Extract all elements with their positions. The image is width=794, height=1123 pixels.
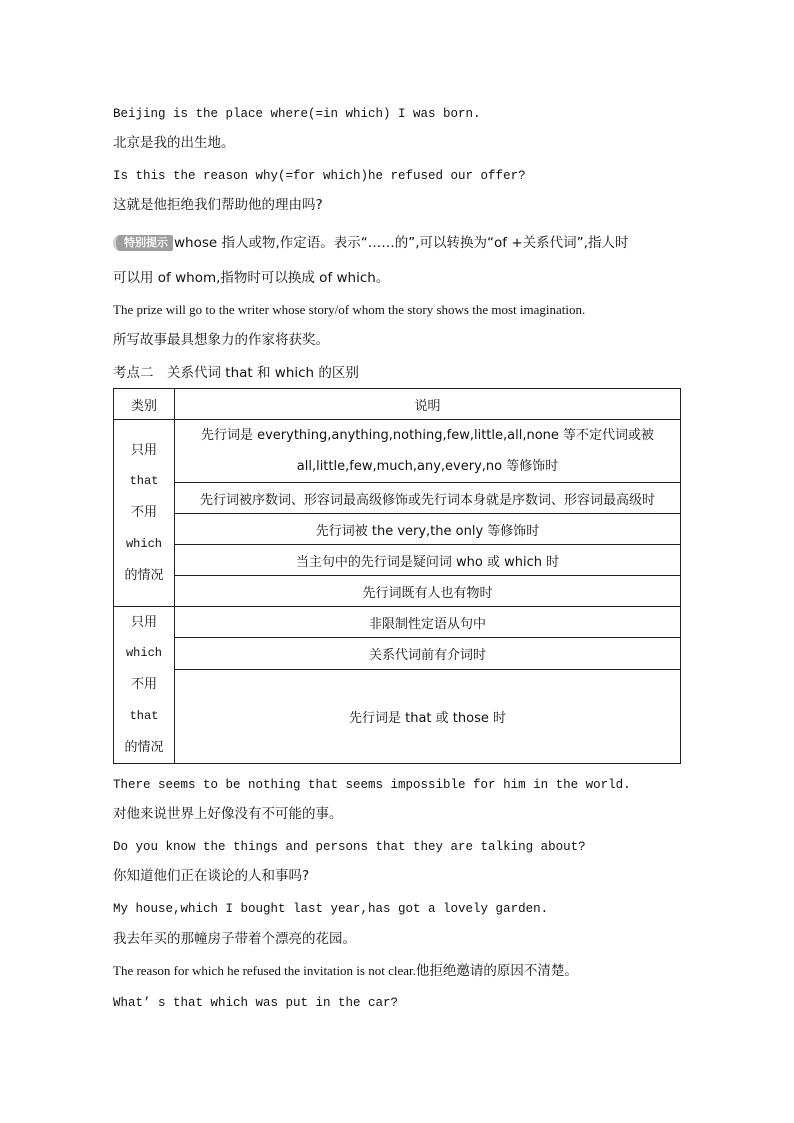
example-sentence-en: Beijing is the place where(=in which) I was born. <box>113 107 481 121</box>
example-sentence-zh: 对他来说世界上好像没有不可能的事。 <box>113 806 343 822</box>
section-title: 考点二 关系代词 that 和 which 的区别 <box>113 365 359 381</box>
category-label-line: which <box>125 646 162 661</box>
example-sentence-zh: 所写故事最具想象力的作家将获奖。 <box>113 332 329 348</box>
table-cell-description: 当主句中的先行词是疑问词 who 或 which 时 <box>175 545 681 576</box>
example-sentence-en: Do you know the things and persons that they are talking about? <box>113 840 586 854</box>
special-tip-badge: 特别提示 <box>113 235 173 251</box>
example-sentence-en: My house,which I bought last year,has got a lovely garden. <box>113 902 549 916</box>
example-sentence-en: The reason for which he refused the invitation is not clear. <box>113 963 416 978</box>
category-label-line: 不用 <box>130 677 157 693</box>
category-label-line: 只用 <box>130 615 157 630</box>
table-cell-description: 先行词既有人也有物时 <box>175 576 681 607</box>
table-row <box>114 483 681 514</box>
category-label-line: which <box>125 536 162 551</box>
special-tip <box>113 234 628 252</box>
example-sentence-mixed <box>113 962 578 980</box>
category-only-that <box>114 420 175 607</box>
table-cell-description: 先行词被序数词、形容词最高级修饰或先行词本身就是序数词、形容词最高级时 <box>175 483 681 514</box>
table-row <box>114 638 681 669</box>
table-cell-description: 先行词被 the very,the only 等修饰时 <box>175 514 681 545</box>
example-sentence-en: There seems to be nothing that seems impossible for him in the world. <box>113 778 631 792</box>
table-header-row <box>114 389 681 420</box>
description-line: all,little,few,much,any,every,no 等修饰时 <box>296 459 559 474</box>
that-which-comparison-table <box>113 388 681 764</box>
table-cell-description <box>175 420 681 483</box>
table-row <box>114 420 681 483</box>
category-label-line: 的情况 <box>124 567 164 583</box>
special-tip-text: whose 指人或物,作定语。表示“……的”,可以转换为“of +关系代词”,指人时 <box>174 235 629 251</box>
table-cell-description: 关系代词前有介词时 <box>175 638 681 669</box>
table-row <box>114 576 681 607</box>
example-sentence-zh: 这就是他拒绝我们帮助他的理由吗? <box>113 197 323 213</box>
table-row <box>114 545 681 576</box>
table-cell-description: 非限制性定语从句中 <box>175 607 681 638</box>
table-row <box>114 514 681 545</box>
table-row <box>114 669 681 763</box>
example-sentence-zh: 我去年买的那幢房子带着个漂亮的花园。 <box>113 931 356 947</box>
category-label-line: that <box>129 474 159 489</box>
table-header-category: 类别 <box>114 389 175 420</box>
table-header-description: 说明 <box>175 389 681 420</box>
example-sentence-zh: 北京是我的出生地。 <box>113 135 235 151</box>
example-sentence-zh: 他拒绝邀请的原因不清楚。 <box>415 963 578 979</box>
category-label-line: 只用 <box>130 442 157 458</box>
example-sentence-en: The prize will go to the writer whose story/of whom the story shows the most imagination. <box>113 302 586 317</box>
description-line: 先行词是 everything,anything,nothing,few,little,all,none 等不定代词或被 <box>200 428 655 443</box>
example-sentence-en: What’ s that which was put in the car? <box>113 996 399 1010</box>
category-only-which <box>114 607 175 764</box>
category-label-line: 不用 <box>130 505 157 521</box>
example-sentence-en: Is this the reason why(=for which)he refused our offer? <box>113 169 526 183</box>
example-sentence-zh: 你知道他们正在谈论的人和事吗? <box>113 868 310 884</box>
category-label-line: 的情况 <box>124 739 164 755</box>
category-label-line: that <box>129 708 159 723</box>
special-tip-text-continued: 可以用 of whom,指物时可以换成 of which。 <box>113 270 390 286</box>
table-cell-description: 先行词是 that 或 those 时 <box>175 669 681 763</box>
table-row <box>114 607 681 638</box>
